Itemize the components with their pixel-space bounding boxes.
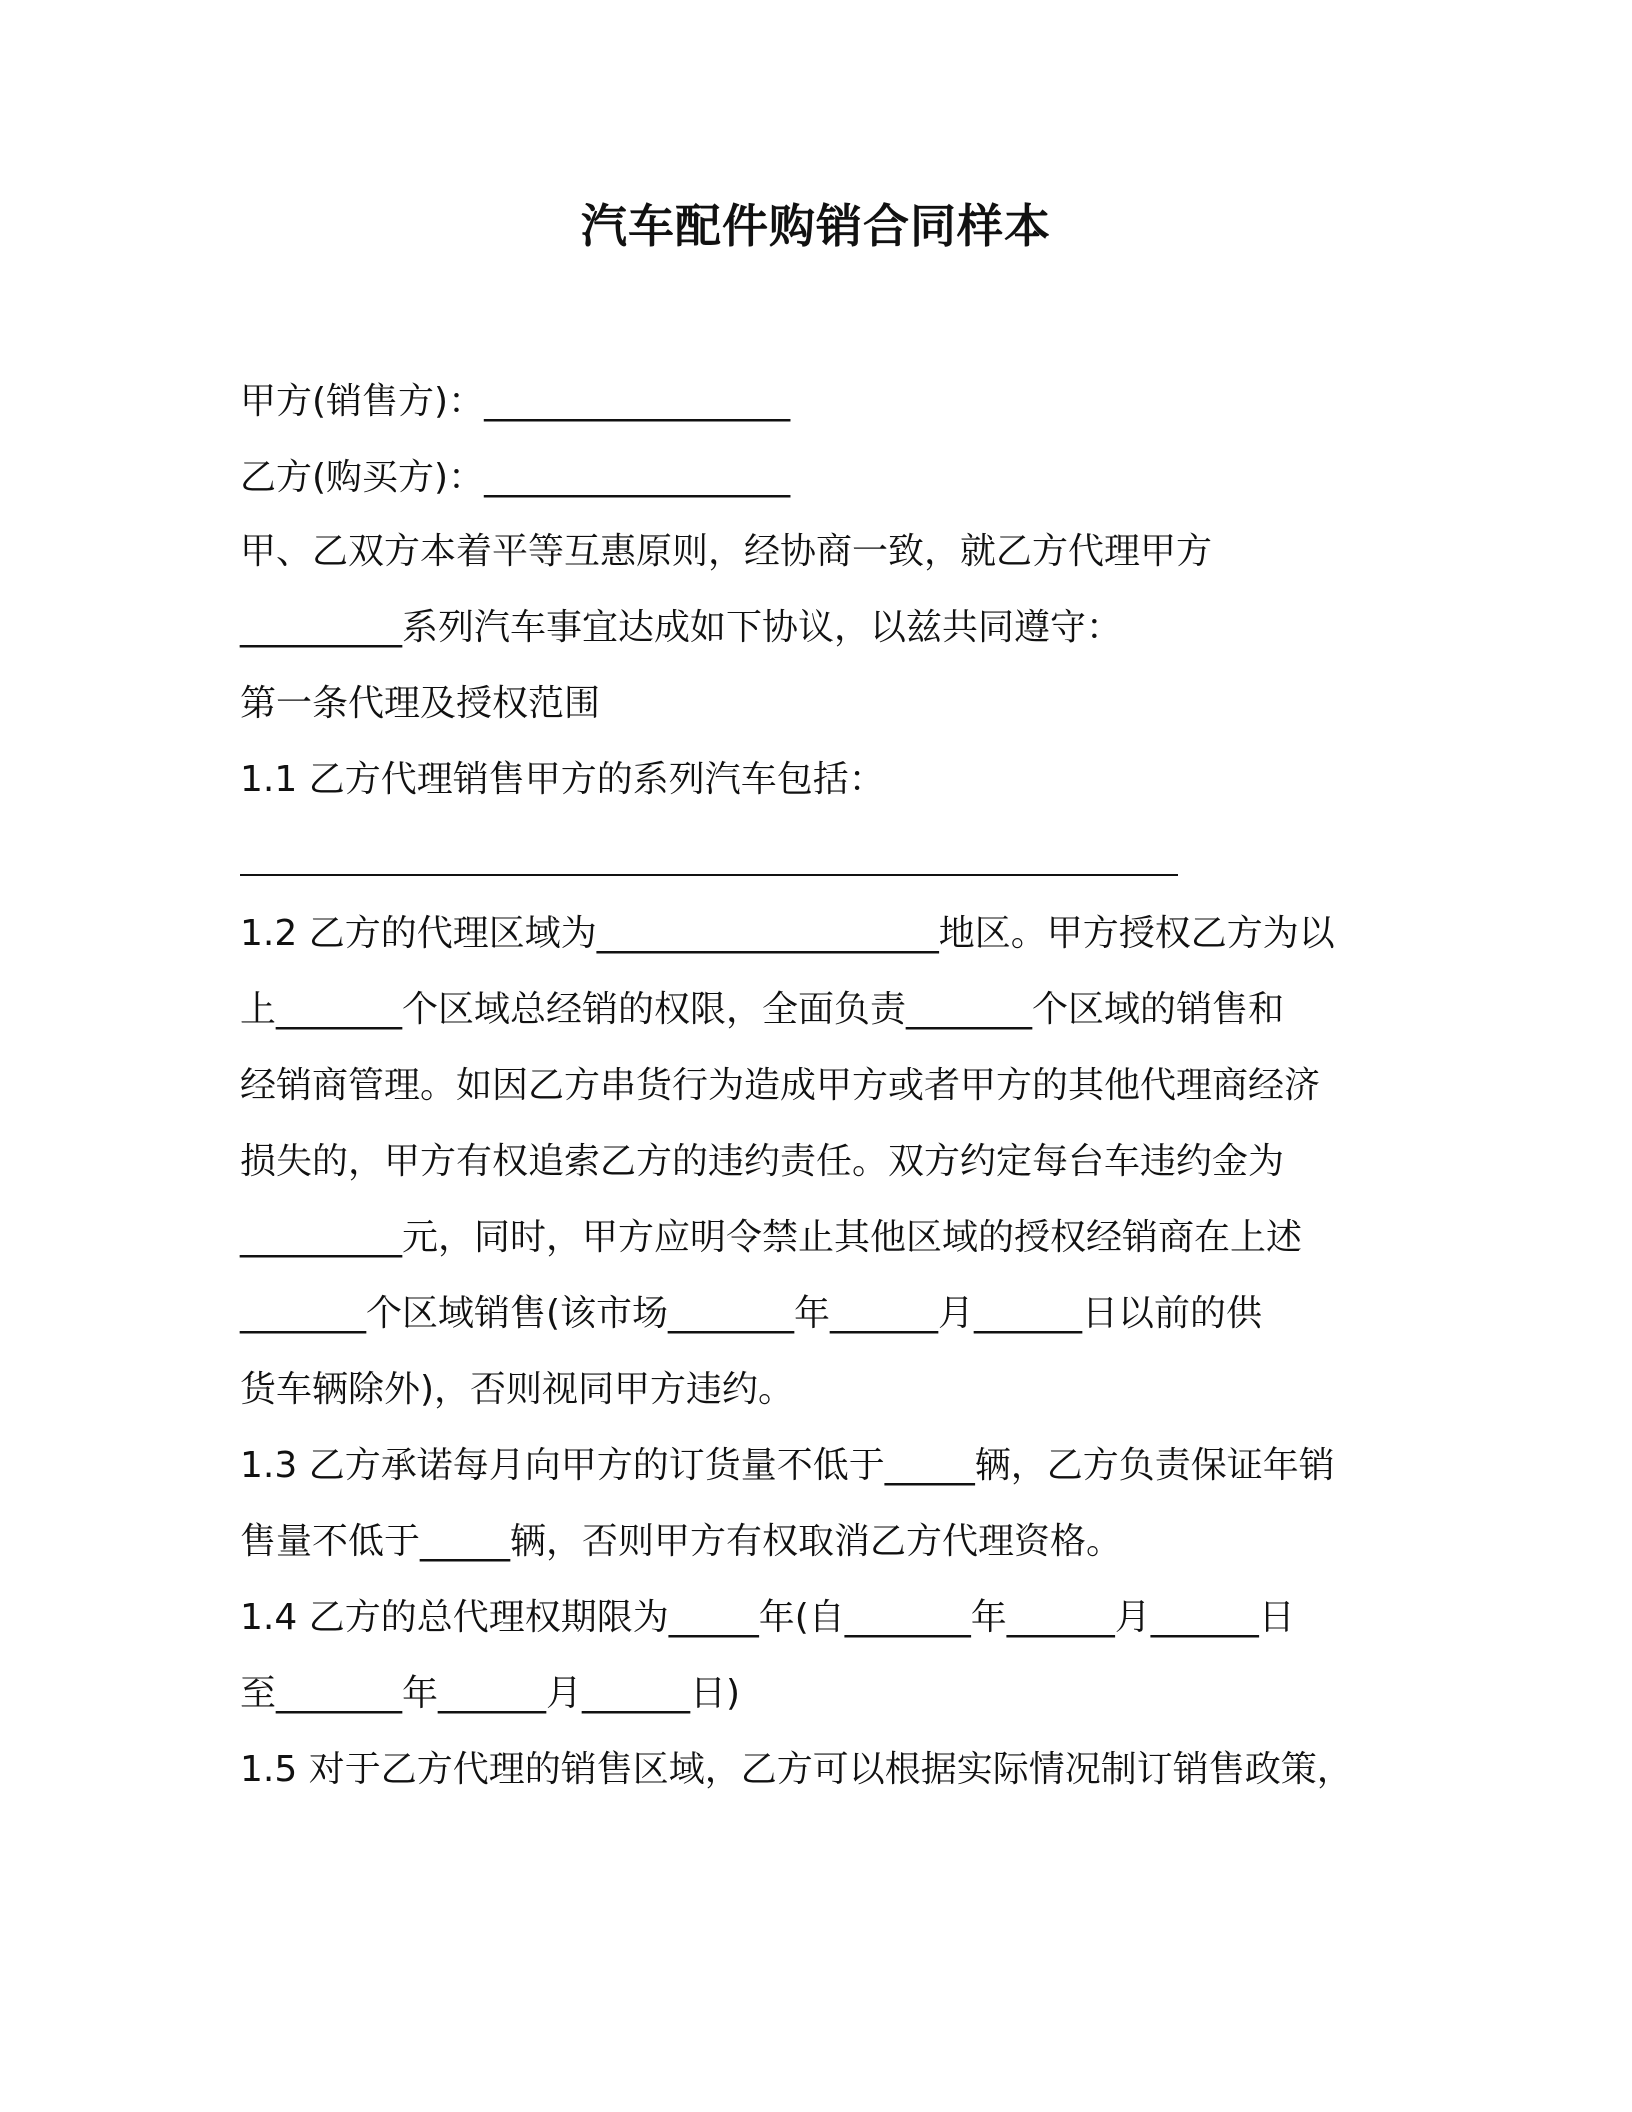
- document-title: 汽车配件购销合同样本: [581, 199, 1051, 253]
- clause-1-2-line-7: 货车辆除外)，否则视同甲方违约。: [240, 1369, 795, 1410]
- clause-1-1: 1.1 乙方代理销售甲方的系列汽车包括：: [240, 759, 885, 800]
- clause-1-3-line-1: 1.3 乙方承诺每月向甲方的订货量不低于_____辆，乙方负责保证年销: [240, 1445, 1335, 1486]
- clause-1-4-line-2: 至_______年______月______日): [240, 1673, 741, 1714]
- clause-1-2-line-1: 1.2 乙方的代理区域为___________________地区。甲方授权乙方为以: [240, 913, 1335, 954]
- clause-1-2-line-5: _________元，同时，甲方应明令禁止其他区域的授权经销商在上述: [240, 1217, 1303, 1258]
- article-1-heading: 第一条代理及授权范围: [240, 683, 601, 724]
- party-b-line: 乙方(购买方)：_________________: [240, 457, 791, 498]
- clause-1-2-line-2: 上_______个区域总经销的权限，全面负责_______个区域的销售和: [240, 989, 1285, 1030]
- clause-1-3-line-2: 售量不低于_____辆，否则甲方有权取消乙方代理资格。: [240, 1521, 1123, 1562]
- clause-1-2-line-4: 损失的，甲方有权追索乙方的违约责任。双方约定每台车违约金为: [240, 1141, 1285, 1182]
- preamble-line-1: 甲、乙双方本着平等互惠原则，经协商一致，就乙方代理甲方: [240, 531, 1213, 572]
- clause-1-2-line-6: _______个区域销售(该市场_______年______月______日以前的供: [240, 1293, 1263, 1334]
- party-a-line: 甲方(销售方)：_________________: [240, 381, 791, 422]
- clause-1-4-line-1: 1.4 乙方的总代理权期限为_____年(自_______年______月______日: [240, 1597, 1295, 1638]
- clause-1-5-line-1: 1.5 对于乙方代理的销售区域，乙方可以根据实际情况制订销售政策，: [240, 1749, 1353, 1790]
- clause-1-2-line-3: 经销商管理。如因乙方串货行为造成甲方或者甲方的其他代理商经济: [240, 1065, 1321, 1106]
- preamble-line-2: _________系列汽车事宜达成如下协议，以兹共同遵守：: [240, 607, 1123, 648]
- clause-1-1-blank-rule: [240, 874, 1178, 876]
